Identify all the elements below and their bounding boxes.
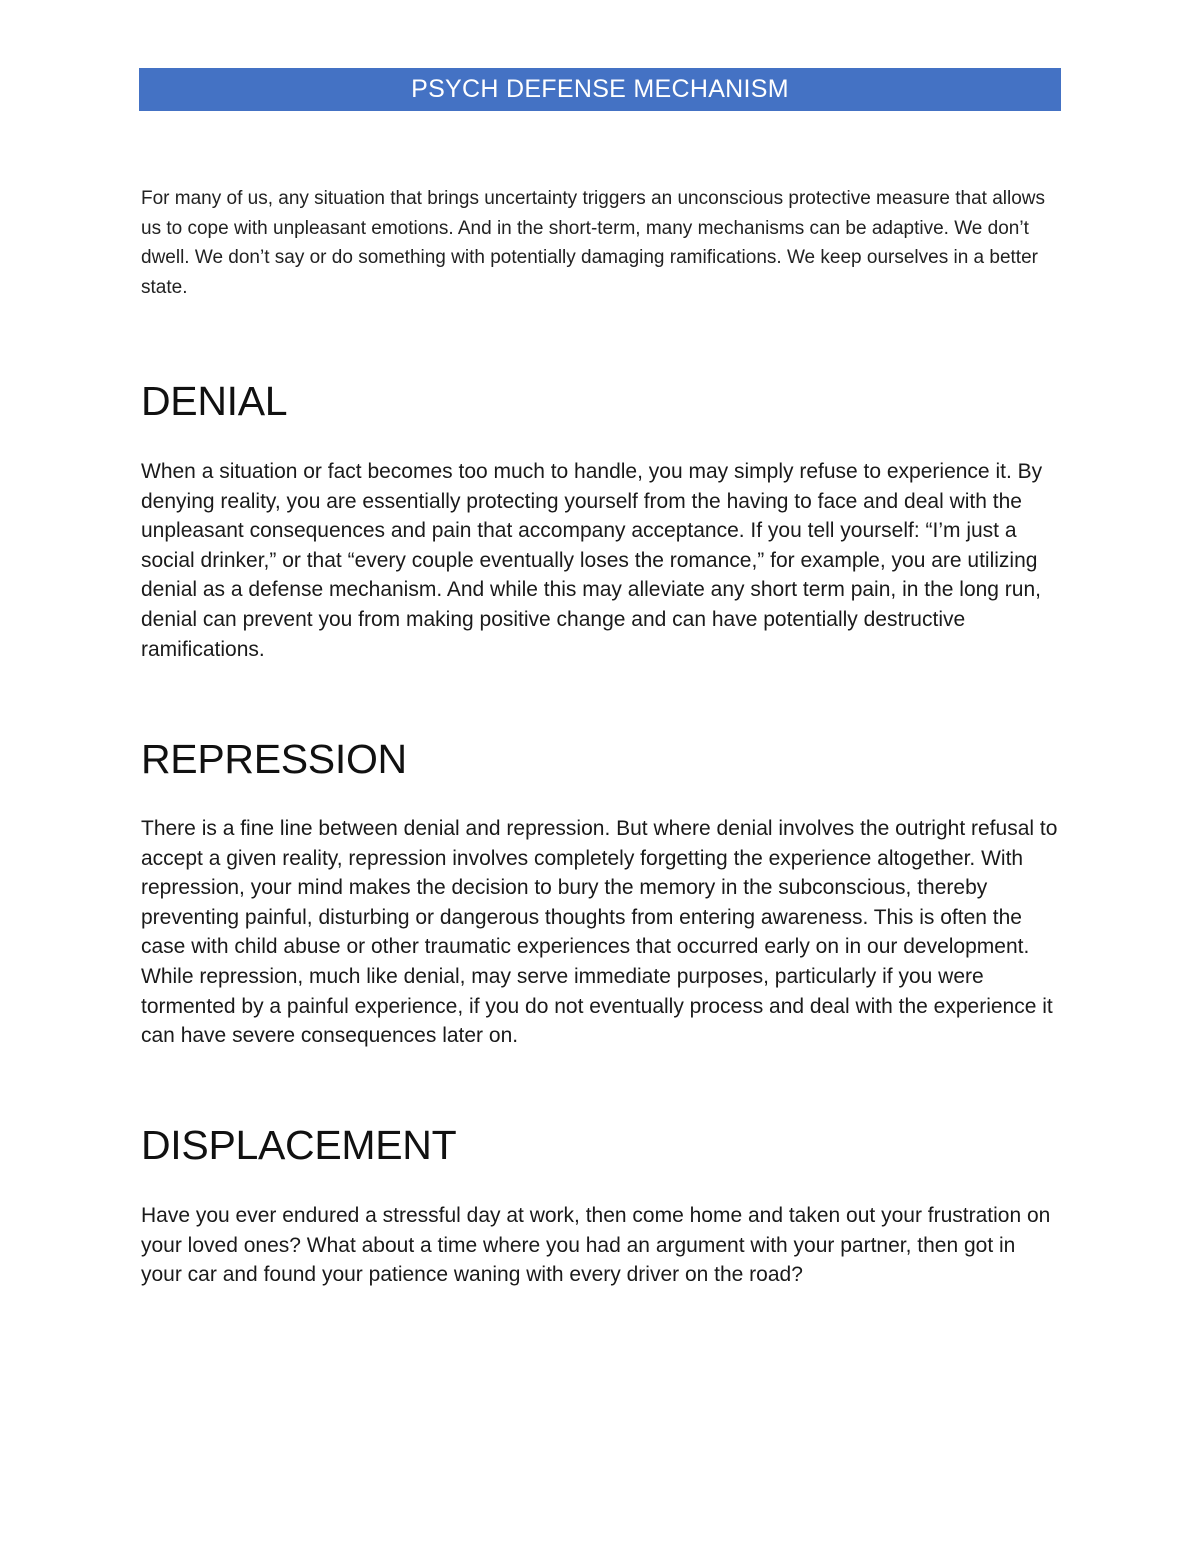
section-body-repression: There is a fine line between denial and repression. But where denial involves the outright refusal to accept a given reality, repression involves completely forgetting the experience altogether. With repression, your mind makes the decision to bury the memory in the subconscious, thereby preventing painful, disturbing or dangerous thoughts from entering awareness. This is often the case with child abuse or other traumatic experiences that occurred early on in our development. While repression, much like denial, may serve immediate purposes, particularly if you were tormented by a painful experience, if you do not eventually process and deal with the experience it can have severe consequences later on. (141, 817, 1058, 1048)
section-heading-denial: DENIAL (141, 378, 288, 424)
intro-paragraph: For many of us, any situation that brings uncertainty triggers an unconscious protective measure that allows us to cope with unpleasant emotions. And in the short-term, many mechanisms can be adaptive. We don’t dwell. We don’t say or do something with potentially damaging ramifications. We keep ourselves in a better state. (141, 188, 1046, 298)
section-body-displacement: Have you ever endured a stressful day at work, then come home and taken out your frustration on your loved ones? What about a time where you had an argument with your partner, then got in your car and found your patience waning with every driver on the road? (141, 1204, 1051, 1287)
section-heading-displacement: DISPLACEMENT (141, 1122, 457, 1168)
section-body-denial: When a situation or fact becomes too much to handle, you may simply refuse to experience it. By denying reality, you are essentially protecting yourself from the having to face and deal with the unpleasant consequences and pain that accompany acceptance. If you tell yourself: “I’m just a social drinker,” or that “every couple eventually loses the romance,” for example, you are utilizing denial as a defense mechanism. And while this may alleviate any short term pain, in the long run, denial can prevent you from making positive change and can have potentially destructive ramifications. (141, 460, 1043, 661)
document-title: PSYCH DEFENSE MECHANISM (411, 75, 789, 103)
title-banner (139, 68, 1061, 111)
section-heading-repression: REPRESSION (141, 736, 407, 782)
